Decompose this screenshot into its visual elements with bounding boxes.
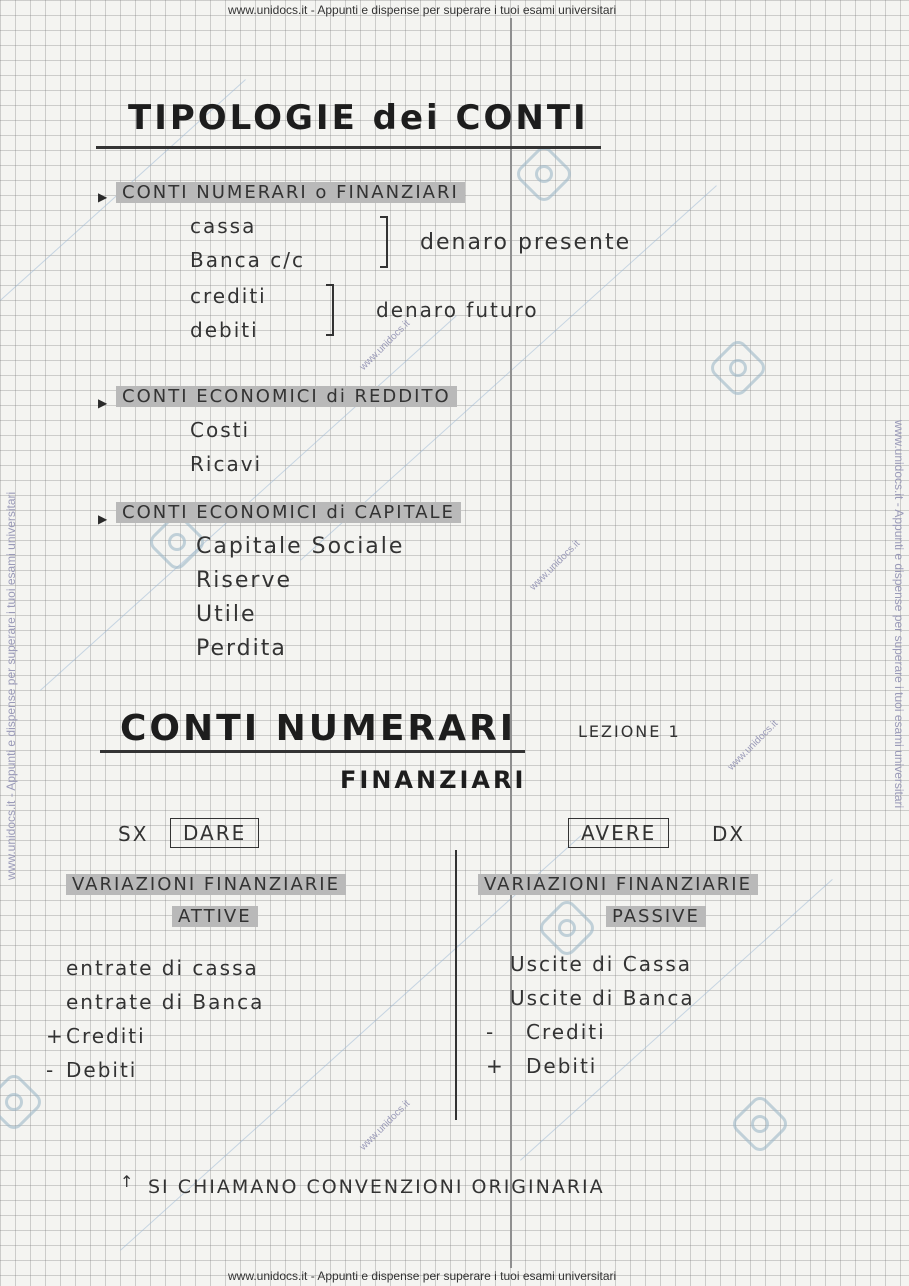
avere-box: AVERE xyxy=(568,818,669,848)
side-sx: SX xyxy=(118,822,149,846)
dare-box: DARE xyxy=(170,818,259,848)
item-costi: Costi xyxy=(190,418,251,442)
note-denaro-presente: denaro presente xyxy=(420,230,632,255)
left-item: entrate di Banca xyxy=(66,990,265,1014)
left-header: VARIAZIONI FINANZIARIE xyxy=(66,874,346,895)
right-item-sign: - xyxy=(486,1020,496,1044)
left-item-sign: + xyxy=(46,1024,65,1048)
group-heading-reddito: CONTI ECONOMICI di REDDITO xyxy=(116,386,457,407)
item-capitale-sociale: Capitale Sociale xyxy=(196,534,405,559)
item-debiti: debiti xyxy=(190,318,259,342)
right-subheader: PASSIVE xyxy=(606,906,706,927)
unidocs-logo-icon xyxy=(0,1071,45,1133)
section2-subtitle: FINANZIARI xyxy=(340,766,527,794)
column-divider xyxy=(455,850,457,1120)
left-item-sign: - xyxy=(46,1058,56,1082)
right-item: Uscite di Banca xyxy=(510,986,695,1010)
item-banca: Banca c/c xyxy=(190,248,305,272)
right-header: VARIAZIONI FINANZIARIE xyxy=(478,874,758,895)
item-crediti: crediti xyxy=(190,284,267,308)
note-denaro-futuro: denaro futuro xyxy=(376,298,539,322)
left-subheader: ATTIVE xyxy=(172,906,258,927)
item-ricavi: Ricavi xyxy=(190,452,263,476)
page-title: TIPOLOGIE dei CONTI xyxy=(128,98,589,138)
side-dx: DX xyxy=(712,822,746,846)
bullet-icon: ▶ xyxy=(98,512,108,526)
unidocs-logo-icon xyxy=(536,897,598,959)
brace-future xyxy=(326,284,334,336)
lesson-label: LEZIONE 1 xyxy=(578,722,681,741)
watermark-small-3: www.unidocs.it xyxy=(725,718,781,773)
watermark-top: www.unidocs.it - Appunti e dispense per superare i tuoi esami universitari xyxy=(228,3,617,17)
watermark-bottom: www.unidocs.it - Appunti e dispense per superare i tuoi esami universitari xyxy=(228,1269,617,1283)
footnote-text: SI CHIAMANO CONVENZIONI ORIGINARIA xyxy=(148,1176,605,1198)
page-center-line xyxy=(510,18,512,1268)
group-heading-numerari: CONTI NUMERARI o FINANZIARI xyxy=(116,182,465,203)
watermark-small-2: www.unidocs.it xyxy=(527,538,583,593)
title-underline xyxy=(96,146,601,149)
left-item: Crediti xyxy=(66,1024,146,1048)
right-item: Debiti xyxy=(526,1054,598,1078)
section2-underline xyxy=(100,750,525,753)
watermark-right: www.unidocs.it - Appunti e dispense per superare i tuoi esami universitari xyxy=(892,420,906,809)
bullet-icon: ▶ xyxy=(98,396,108,410)
unidocs-logo-icon xyxy=(707,337,769,399)
left-item: entrate di cassa xyxy=(66,956,259,980)
item-cassa: cassa xyxy=(190,214,257,238)
brace-present xyxy=(380,216,388,268)
bullet-icon: ▶ xyxy=(98,190,108,204)
item-riserve: Riserve xyxy=(196,568,292,593)
watermark-left: www.unidocs.it - Appunti e dispense per superare i tuoi esami universitari xyxy=(4,491,18,880)
unidocs-logo-icon xyxy=(513,143,575,205)
section2-title: CONTI NUMERARI xyxy=(120,708,517,749)
watermark-small-4: www.unidocs.it xyxy=(357,1098,413,1153)
right-item-sign: + xyxy=(486,1054,505,1078)
right-item: Crediti xyxy=(526,1020,606,1044)
group-heading-capitale: CONTI ECONOMICI di CAPITALE xyxy=(116,502,461,523)
item-utile: Utile xyxy=(196,602,257,627)
footnote-arrow-icon: ↑ xyxy=(120,1172,136,1191)
unidocs-logo-icon xyxy=(729,1093,791,1155)
item-perdita: Perdita xyxy=(196,636,287,661)
right-item: Uscite di Cassa xyxy=(510,952,693,976)
watermark-small-1: www.unidocs.it xyxy=(357,318,413,373)
left-item: Debiti xyxy=(66,1058,138,1082)
